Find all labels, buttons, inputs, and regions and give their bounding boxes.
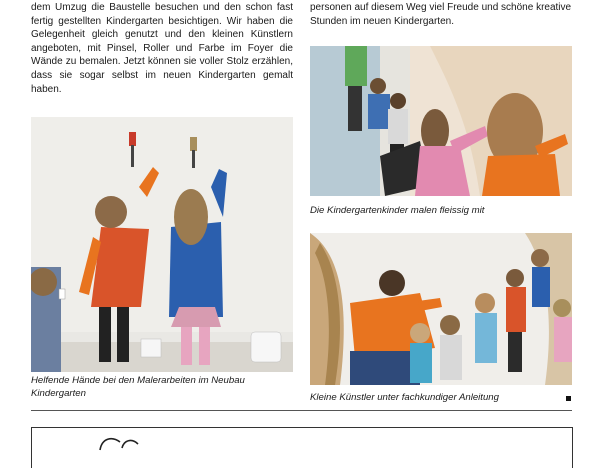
decorative-logo-fragment bbox=[92, 434, 152, 454]
caption-photo-1: Helfende Hände bei den Malerarbeiten im Neubau Kindergarten bbox=[31, 375, 245, 399]
photo-artists-with-instructor bbox=[310, 233, 572, 385]
right-column bbox=[310, 0, 572, 28]
photo-kindergarten-children-painting bbox=[310, 46, 572, 196]
section-divider bbox=[31, 410, 572, 411]
right-paragraph: personen auf diesem Weg viel Freude und schöne kreative Stunden im neuen Kindergarten. bbox=[310, 2, 572, 27]
left-column bbox=[31, 0, 293, 96]
caption-photo-3: Kleine Künstler unter fachkundiger Anleitung bbox=[310, 392, 499, 403]
next-section-box bbox=[31, 427, 573, 468]
photo-children-painting-wall bbox=[31, 117, 293, 372]
article-end-mark bbox=[566, 396, 571, 401]
caption-photo-2: Die Kindergartenkinder malen fleissig mit bbox=[310, 205, 485, 216]
left-paragraph: dem Umzug die Baustelle besuchen und den schon fast fertig gestellten Kindergarten besichtigen. Wir haben die Gelegenheit gleich genutzt und den kleinen Künstlern angeboten, mit Pinsel, Roller und Farbe im Foyer die Wände zu bemalen. Jetzt können sie voller Stolz erzählen, dass sie sogar selbst im neuen Kindergarten gemalt haben. bbox=[31, 2, 293, 95]
